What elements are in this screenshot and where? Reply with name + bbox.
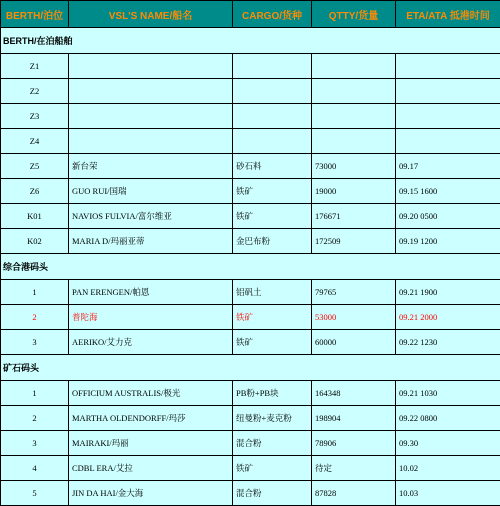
cargo-cell[interactable]: 铁矿: [233, 456, 312, 481]
table-row: [1, 204, 500, 229]
eta-cell[interactable]: 09.21 1900: [396, 280, 500, 305]
cargo-cell[interactable]: 混合粉: [233, 481, 312, 506]
berth-cell[interactable]: Z3: [1, 104, 69, 129]
berth-cell[interactable]: 3: [1, 330, 69, 355]
quantity-cell[interactable]: 87828: [312, 481, 396, 506]
vessel-name-cell[interactable]: [69, 79, 233, 104]
quantity-cell[interactable]: 198904: [312, 406, 396, 431]
cargo-cell[interactable]: 铝矾土: [233, 280, 312, 305]
cargo-cell[interactable]: [233, 104, 312, 129]
vessel-name-cell[interactable]: [69, 129, 233, 154]
berth-cell[interactable]: Z5: [1, 154, 69, 179]
vessel-name-cell[interactable]: [69, 104, 233, 129]
section-title[interactable]: 矿石码头: [1, 355, 500, 381]
cargo-cell[interactable]: 铁矿: [233, 330, 312, 355]
quantity-cell[interactable]: 172509: [312, 229, 396, 254]
section-header-row: [1, 28, 500, 54]
cargo-cell[interactable]: 铁矿: [233, 204, 312, 229]
section-title[interactable]: BERTH/在泊船舶: [1, 28, 500, 54]
table-row: [1, 154, 500, 179]
eta-cell[interactable]: 09.15 1600: [396, 179, 500, 204]
table-row: [1, 456, 500, 481]
sheet-body: [1, 1, 500, 506]
cargo-cell[interactable]: PB粉+PB块: [233, 381, 312, 406]
eta-cell[interactable]: [396, 104, 500, 129]
cargo-cell[interactable]: 铁矿: [233, 179, 312, 204]
quantity-cell[interactable]: 79765: [312, 280, 396, 305]
quantity-cell[interactable]: [312, 129, 396, 154]
berth-cell[interactable]: 4: [1, 456, 69, 481]
quantity-cell[interactable]: 164348: [312, 381, 396, 406]
eta-cell[interactable]: 09.20 0500: [396, 204, 500, 229]
eta-cell[interactable]: [396, 54, 500, 79]
eta-cell[interactable]: 09.19 1200: [396, 229, 500, 254]
cargo-cell[interactable]: [233, 129, 312, 154]
table-row: [1, 179, 500, 204]
vessel-name-cell[interactable]: JIN DA HAI/金大海: [69, 481, 233, 506]
header-eta[interactable]: ETA/ATA 抵港时间: [396, 1, 500, 28]
cargo-cell[interactable]: 混合粉: [233, 431, 312, 456]
table-row: [1, 54, 500, 79]
vessel-name-cell[interactable]: PAN ERENGEN/帕恩: [69, 280, 233, 305]
vessel-name-cell[interactable]: 普陀海: [69, 305, 233, 330]
vessel-name-cell[interactable]: MARIA D/玛丽亚蒂: [69, 229, 233, 254]
berth-cell[interactable]: 1: [1, 381, 69, 406]
vessel-name-cell[interactable]: CDBL ERA/艾拉: [69, 456, 233, 481]
eta-cell[interactable]: [396, 79, 500, 104]
eta-cell[interactable]: 10.02: [396, 456, 500, 481]
header-vessel-name[interactable]: VSL'S NAME/船名: [69, 1, 233, 28]
vessel-name-cell[interactable]: MARTHA OLDENDORFF/玛莎: [69, 406, 233, 431]
table-row: [1, 129, 500, 154]
quantity-cell[interactable]: [312, 54, 396, 79]
eta-cell[interactable]: [396, 129, 500, 154]
vessel-name-cell[interactable]: AERIKO/艾力克: [69, 330, 233, 355]
berth-cell[interactable]: 2: [1, 406, 69, 431]
table-row: [1, 104, 500, 129]
table-row: [1, 280, 500, 305]
quantity-cell[interactable]: 73000: [312, 154, 396, 179]
vessel-name-cell[interactable]: NAVIOS FULVIA/富尔维亚: [69, 204, 233, 229]
section-header-row: [1, 355, 500, 381]
quantity-cell[interactable]: 19000: [312, 179, 396, 204]
vessel-name-cell[interactable]: 新台荣: [69, 154, 233, 179]
cargo-cell[interactable]: 铁矿: [233, 305, 312, 330]
quantity-cell[interactable]: [312, 79, 396, 104]
quantity-cell[interactable]: 待定: [312, 456, 396, 481]
table-row: [1, 406, 500, 431]
section-header-row: [1, 254, 500, 280]
eta-cell[interactable]: 09.22 0800: [396, 406, 500, 431]
berth-cell[interactable]: Z2: [1, 79, 69, 104]
berth-cell[interactable]: 2: [1, 305, 69, 330]
header-berth[interactable]: BERTH/泊位: [1, 1, 69, 28]
quantity-cell[interactable]: [312, 104, 396, 129]
berth-cell[interactable]: 5: [1, 481, 69, 506]
table-row: [1, 229, 500, 254]
quantity-cell[interactable]: 53000: [312, 305, 396, 330]
cargo-cell[interactable]: 纽曼粉+麦克粉: [233, 406, 312, 431]
cargo-cell[interactable]: 砂石料: [233, 154, 312, 179]
vessel-name-cell[interactable]: MAIRAKI/玛丽: [69, 431, 233, 456]
vessel-name-cell[interactable]: GUO RUI/国瑞: [69, 179, 233, 204]
header-row: [1, 1, 500, 28]
table-row: [1, 305, 500, 330]
berth-cell[interactable]: Z6: [1, 179, 69, 204]
berth-cell[interactable]: Z1: [1, 54, 69, 79]
table-row: [1, 381, 500, 406]
eta-cell[interactable]: 10.03: [396, 481, 500, 506]
table-row: [1, 79, 500, 104]
eta-cell[interactable]: 09.17: [396, 154, 500, 179]
berth-cell[interactable]: 1: [1, 280, 69, 305]
eta-cell[interactable]: 09.21 1030: [396, 381, 500, 406]
quantity-cell[interactable]: 78906: [312, 431, 396, 456]
header-quantity[interactable]: QTTY/货量: [312, 1, 396, 28]
cargo-cell[interactable]: [233, 79, 312, 104]
table-row: [1, 431, 500, 456]
berth-cell[interactable]: K01: [1, 204, 69, 229]
table-row: [1, 330, 500, 355]
quantity-cell[interactable]: 176671: [312, 204, 396, 229]
berth-cell[interactable]: Z4: [1, 129, 69, 154]
berth-cell[interactable]: K02: [1, 229, 69, 254]
berth-cell[interactable]: 3: [1, 431, 69, 456]
eta-cell[interactable]: 09.21 2000: [396, 305, 500, 330]
vessel-name-cell[interactable]: [69, 54, 233, 79]
header-cargo[interactable]: CARGO/货种: [233, 1, 312, 28]
section-title[interactable]: 综合港码头: [1, 254, 500, 280]
eta-cell[interactable]: 09.22 1230: [396, 330, 500, 355]
eta-cell[interactable]: 09.30: [396, 431, 500, 456]
vessel-name-cell[interactable]: OFFICIUM AUSTRALIS/极光: [69, 381, 233, 406]
cargo-cell[interactable]: 金巴布粉: [233, 229, 312, 254]
cargo-cell[interactable]: [233, 54, 312, 79]
quantity-cell[interactable]: 60000: [312, 330, 396, 355]
table-row: [1, 481, 500, 506]
